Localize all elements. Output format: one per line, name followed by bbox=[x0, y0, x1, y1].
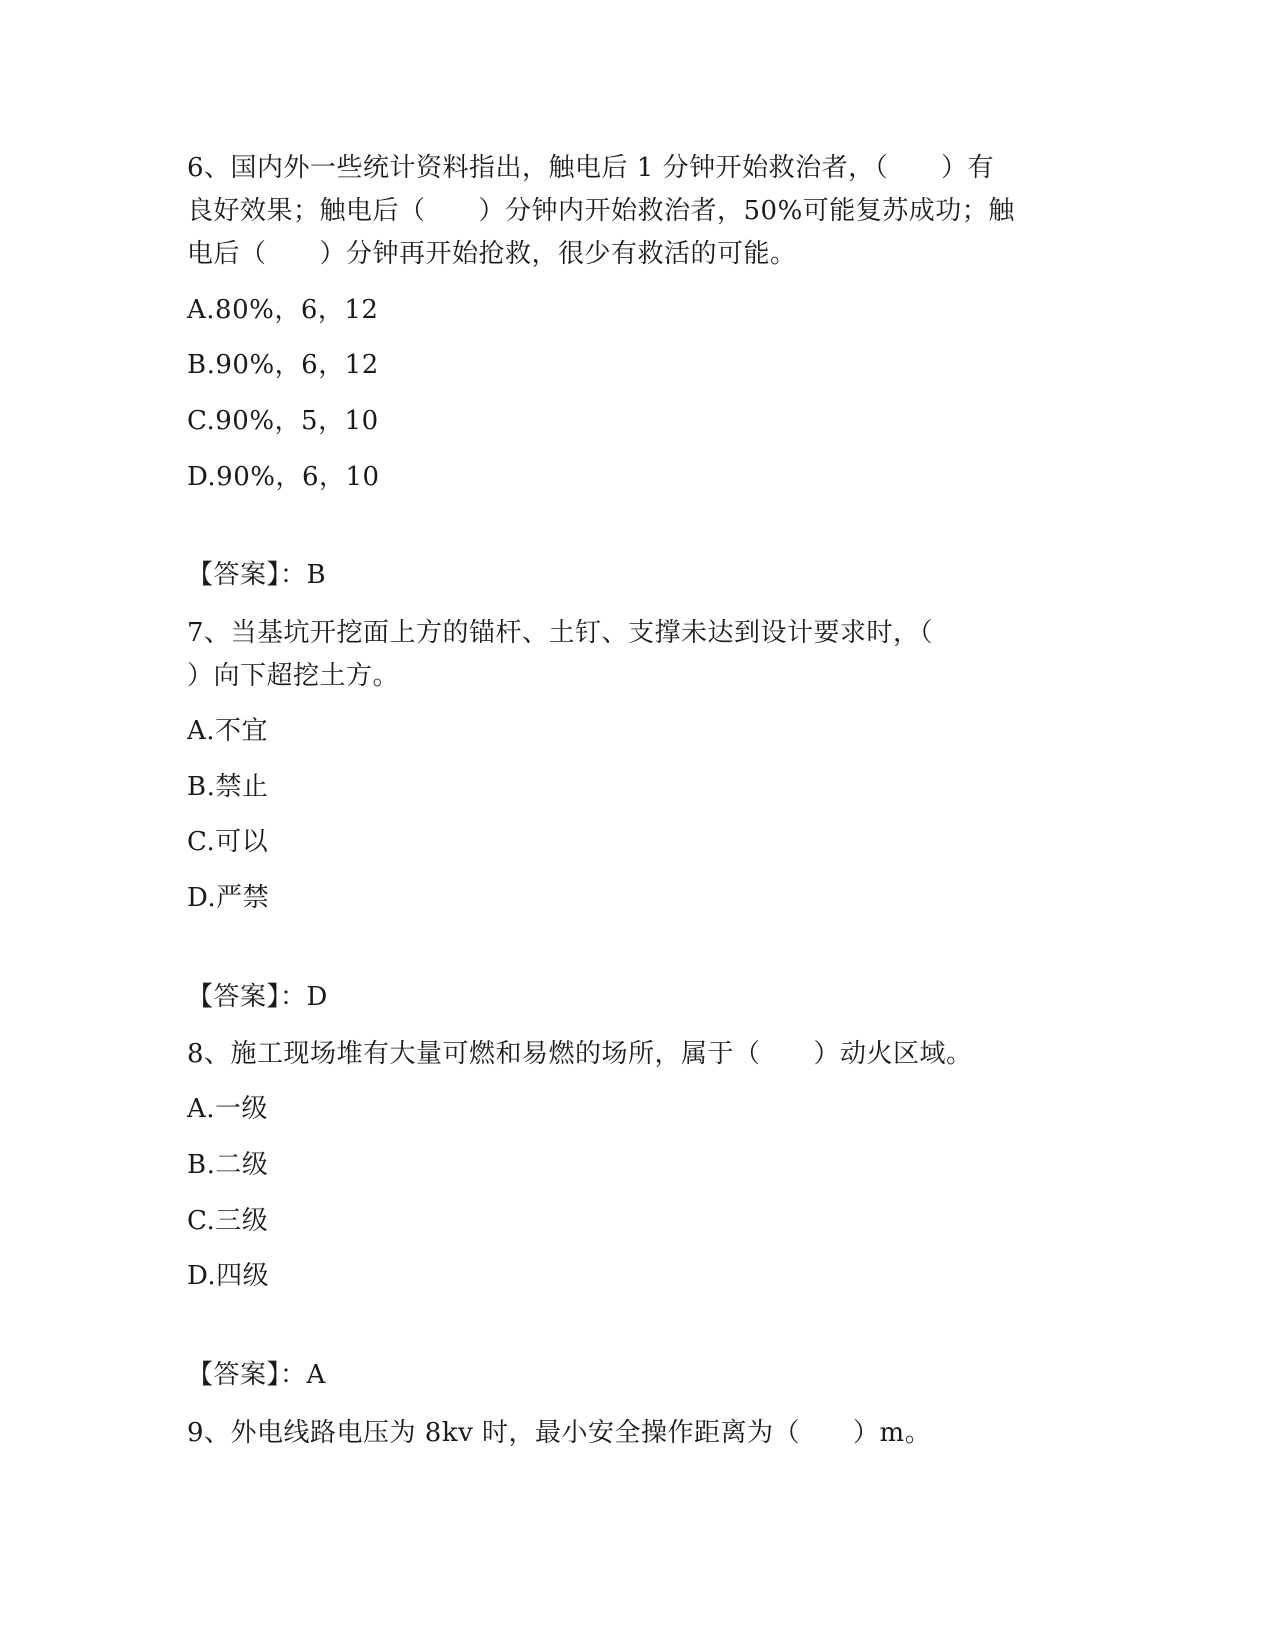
q7-stem-line-2: ）向下超挖土方。 bbox=[187, 661, 400, 691]
q8-option-a: A.一级 bbox=[187, 1094, 269, 1124]
q6-stem-line-3: 电后（ ）分钟再开始抢救，很少有救活的可能。 bbox=[187, 239, 797, 269]
q6-answer: 【答案】：B bbox=[187, 560, 327, 590]
q6-stem-line-2: 良好效果；触电后（ ）分钟内开始救治者，50%可能复苏成功；触 bbox=[187, 196, 1015, 226]
q7-option-c: C.可以 bbox=[187, 827, 269, 857]
q7-option-a: A.不宜 bbox=[187, 716, 269, 746]
q8-option-c: C.三级 bbox=[187, 1206, 269, 1236]
q6-option-b: B.90%，6，12 bbox=[187, 350, 379, 380]
q7-option-b: B.禁止 bbox=[187, 772, 269, 802]
q8-stem-line-1: 8、施工现场堆有大量可燃和易燃的场所，属于（ ）动火区域。 bbox=[187, 1039, 973, 1069]
q9-stem-line-1: 9、外电线路电压为 8kv 时，最小安全操作距离为（ ）m。 bbox=[187, 1418, 932, 1448]
q6-stem-line-1: 6、国内外一些统计资料指出，触电后 1 分钟开始救治者，（ ）有 bbox=[187, 153, 995, 183]
q8-answer: 【答案】：A bbox=[187, 1360, 326, 1390]
q6-option-c: C.90%，5，10 bbox=[187, 406, 379, 436]
q7-answer: 【答案】：D bbox=[187, 982, 328, 1012]
q6-option-d: D.90%，6，10 bbox=[187, 462, 380, 492]
q7-option-d: D.严禁 bbox=[187, 883, 270, 913]
q8-option-d: D.四级 bbox=[187, 1261, 270, 1291]
q8-option-b: B.二级 bbox=[187, 1150, 269, 1180]
q7-stem-line-1: 7、当基坑开挖面上方的锚杆、土钉、支撑未达到设计要求时，（ bbox=[187, 618, 934, 648]
q6-option-a: A.80%，6，12 bbox=[187, 295, 379, 325]
